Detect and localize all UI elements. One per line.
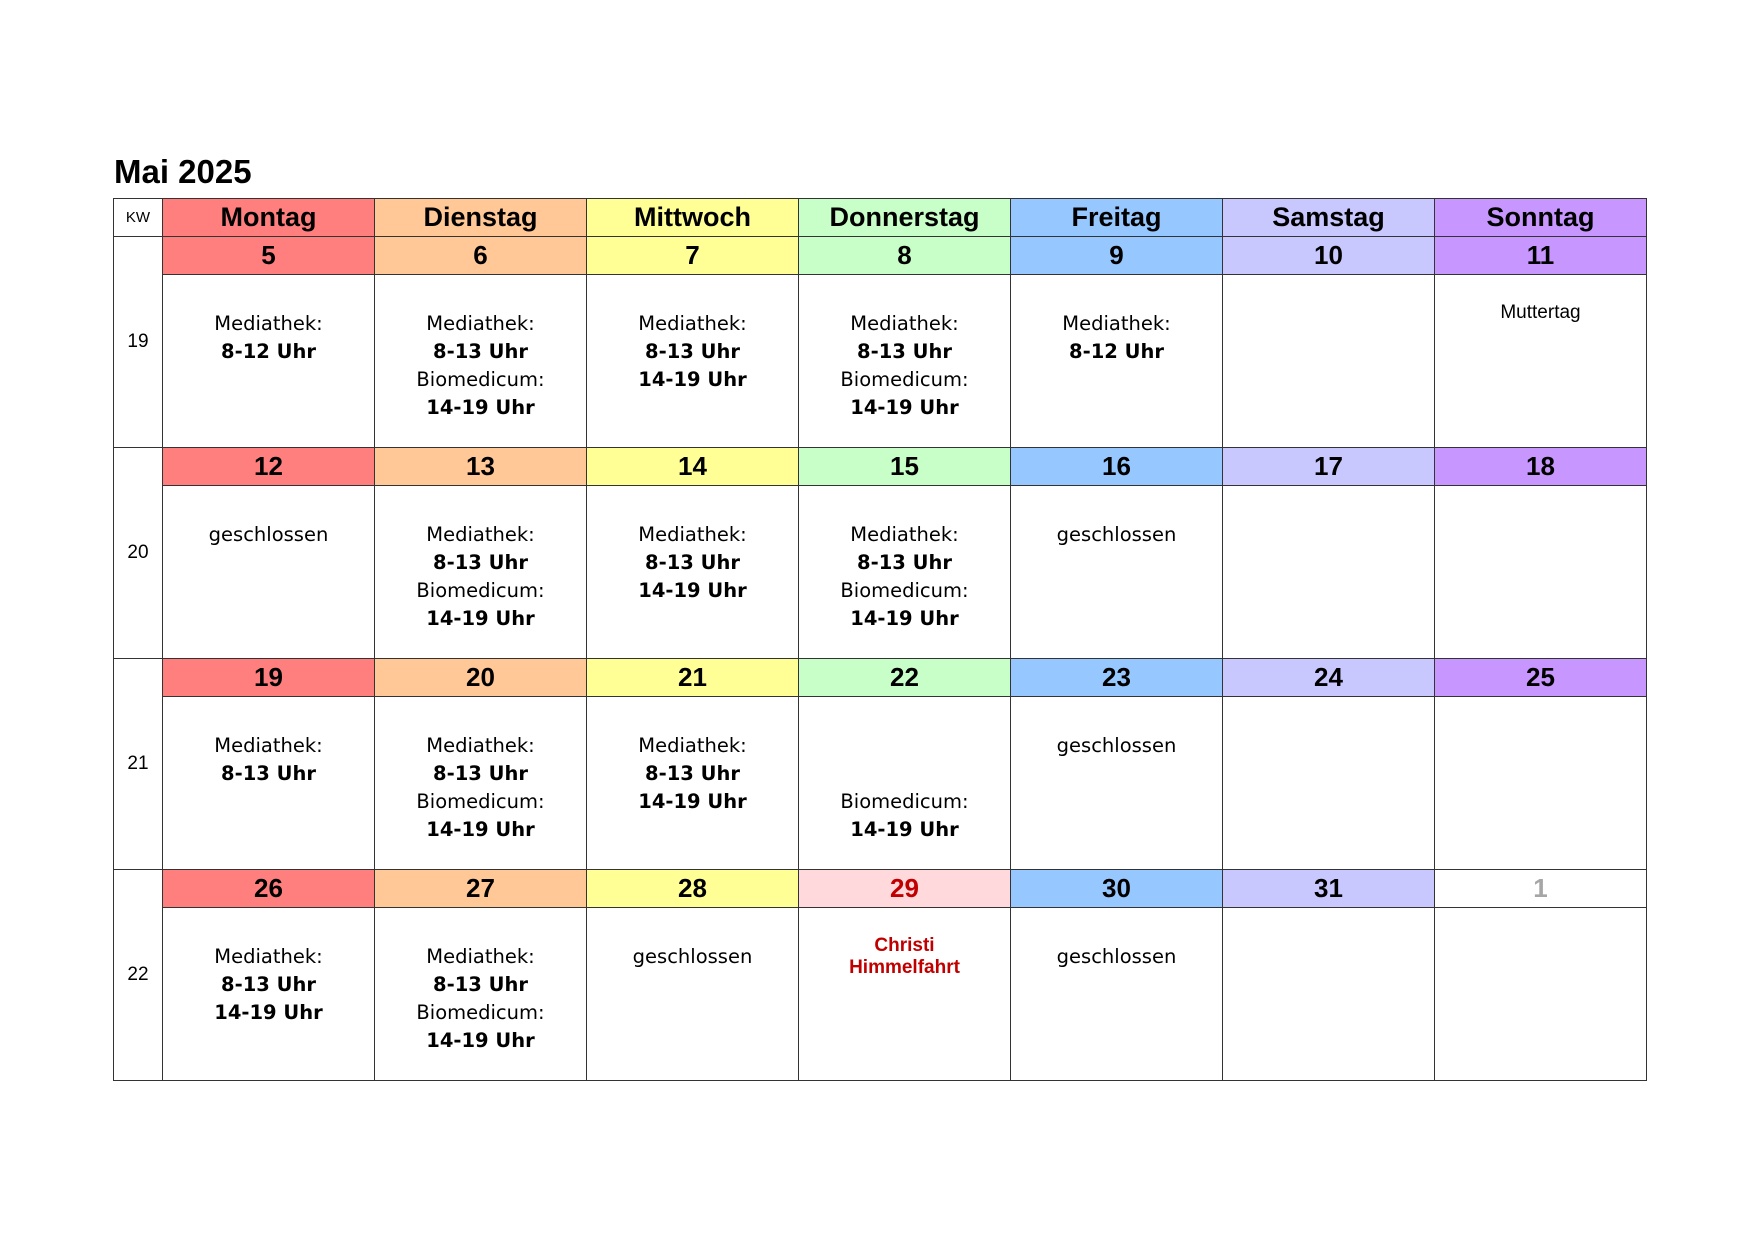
day-cell: [1435, 486, 1647, 659]
opening-hours: [375, 275, 586, 422]
opening-hours: [1223, 486, 1434, 521]
location-label: Mediathek:: [214, 734, 323, 757]
day-number: 27: [375, 870, 587, 908]
opening-time: 8-13 Uhr: [645, 762, 740, 785]
opening-time: 8-13 Uhr: [433, 973, 528, 996]
opening-hours: [1435, 908, 1646, 943]
day-cell: [1223, 486, 1435, 659]
day-cell: [587, 697, 799, 870]
day-number-row: [114, 448, 1647, 486]
day-cell: [1435, 275, 1647, 448]
day-number: 25: [1435, 659, 1647, 697]
day-number: 22: [799, 659, 1011, 697]
opening-time: 8-13 Uhr: [857, 340, 952, 363]
opening-time: 14-19 Uhr: [850, 818, 959, 841]
opening-time: 8-13 Uhr: [433, 762, 528, 785]
location-label: Mediathek:: [638, 734, 747, 757]
day-number: 9: [1011, 237, 1223, 275]
day-cell: [799, 486, 1011, 659]
day-number-holiday: 29: [799, 870, 1011, 908]
opening-hours: [799, 697, 1010, 844]
opening-hours: [587, 697, 798, 816]
location-label: Mediathek:: [850, 523, 959, 546]
opening-hours: [799, 275, 1010, 422]
closed-label: geschlossen: [632, 945, 753, 968]
day-number: 1: [1435, 870, 1647, 908]
location-label: Biomedicum:: [840, 790, 969, 813]
opening-hours: [375, 697, 586, 844]
day-cell: [1011, 908, 1223, 1081]
day-cell: [1223, 697, 1435, 870]
opening-hours: [799, 486, 1010, 633]
day-number: 21: [587, 659, 799, 697]
opening-hours: [1435, 486, 1646, 521]
location-label: Mediathek:: [426, 945, 535, 968]
location-label: Mediathek:: [426, 523, 535, 546]
weekday-header-mittwoch: Mittwoch: [587, 199, 799, 237]
opening-hours: [1011, 697, 1222, 760]
opening-time: 8-13 Uhr: [221, 762, 316, 785]
day-number-row: [114, 237, 1647, 275]
weekday-header-row: [114, 199, 1647, 237]
day-cell: [375, 697, 587, 870]
day-number-row: [114, 870, 1647, 908]
week-number: 22: [114, 870, 163, 1081]
opening-time: 14-19 Uhr: [638, 579, 747, 602]
day-number: 5: [163, 237, 375, 275]
day-number: 7: [587, 237, 799, 275]
opening-hours: [1435, 697, 1646, 732]
location-label: Mediathek:: [1062, 312, 1171, 335]
opening-hours: [163, 275, 374, 366]
location-label: Biomedicum:: [416, 368, 545, 391]
opening-hours: [587, 908, 798, 971]
day-cell: [799, 697, 1011, 870]
opening-time: 8-13 Uhr: [433, 340, 528, 363]
day-cell: [1435, 908, 1647, 1081]
day-number: 10: [1223, 237, 1435, 275]
day-cell: [1011, 697, 1223, 870]
opening-time: 14-19 Uhr: [850, 607, 959, 630]
day-cell: [163, 908, 375, 1081]
day-cell: [1435, 697, 1647, 870]
weekday-header-dienstag: Dienstag: [375, 199, 587, 237]
holiday-label: [799, 908, 1010, 979]
day-cell: [587, 486, 799, 659]
location-label: Mediathek:: [214, 312, 323, 335]
week-number: 19: [114, 237, 163, 448]
day-cell: [1223, 275, 1435, 448]
location-label: Mediathek:: [426, 312, 535, 335]
day-cell: [163, 486, 375, 659]
day-cell: [375, 275, 587, 448]
opening-time: 8-13 Uhr: [857, 551, 952, 574]
opening-hours: [1011, 275, 1222, 366]
location-label: Mediathek:: [214, 945, 323, 968]
closed-label: geschlossen: [1056, 945, 1177, 968]
opening-time: 8-13 Uhr: [433, 551, 528, 574]
day-number: 15: [799, 448, 1011, 486]
opening-hours: [163, 486, 374, 549]
location-label: Biomedicum:: [416, 790, 545, 813]
weekday-header-sonntag: Sonntag: [1435, 199, 1647, 237]
opening-time: 14-19 Uhr: [426, 396, 535, 419]
day-number: 24: [1223, 659, 1435, 697]
day-cell: [163, 275, 375, 448]
day-number: 8: [799, 237, 1011, 275]
day-number: 26: [163, 870, 375, 908]
opening-hours: [587, 275, 798, 394]
opening-hours: [1011, 486, 1222, 549]
location-label: Biomedicum:: [416, 1001, 545, 1024]
opening-time: 8-13 Uhr: [645, 551, 740, 574]
opening-time: 14-19 Uhr: [426, 1029, 535, 1052]
holiday-line: Christi: [874, 935, 935, 956]
location-label: Biomedicum:: [840, 579, 969, 602]
day-cell: [799, 275, 1011, 448]
opening-time: 14-19 Uhr: [426, 607, 535, 630]
day-note: Muttertag: [1500, 302, 1581, 323]
day-number: 31: [1223, 870, 1435, 908]
day-cell: [163, 697, 375, 870]
calendar-grid: [113, 198, 1647, 1081]
opening-hours: [1223, 697, 1434, 732]
day-content-row: [114, 908, 1647, 1081]
day-cell: [1011, 275, 1223, 448]
closed-label: geschlossen: [1056, 523, 1177, 546]
location-label: Biomedicum:: [840, 368, 969, 391]
weekday-header-montag: Montag: [163, 199, 375, 237]
kw-header: KW: [114, 199, 163, 237]
opening-hours: [1223, 908, 1434, 943]
day-content-row: [114, 486, 1647, 659]
opening-hours: [375, 486, 586, 633]
day-number: 18: [1435, 448, 1647, 486]
day-number: 16: [1011, 448, 1223, 486]
week-number: 21: [114, 659, 163, 870]
day-cell: [375, 486, 587, 659]
closed-label: geschlossen: [1056, 734, 1177, 757]
day-cell: [1011, 486, 1223, 659]
day-cell: [587, 275, 799, 448]
day-number: 23: [1011, 659, 1223, 697]
day-number: 12: [163, 448, 375, 486]
day-number: 11: [1435, 237, 1647, 275]
opening-hours: [1223, 275, 1434, 310]
day-number: 19: [163, 659, 375, 697]
opening-time: 8-12 Uhr: [1069, 340, 1164, 363]
opening-time: 14-19 Uhr: [638, 790, 747, 813]
opening-time: 8-13 Uhr: [221, 973, 316, 996]
day-cell: [1223, 908, 1435, 1081]
opening-time: 14-19 Uhr: [426, 818, 535, 841]
opening-hours: [587, 486, 798, 605]
opening-time: 8-13 Uhr: [645, 340, 740, 363]
location-label: Mediathek:: [850, 312, 959, 335]
opening-hours: [1011, 908, 1222, 971]
location-label: Mediathek:: [426, 734, 535, 757]
day-number-row: [114, 659, 1647, 697]
day-content-row: [114, 275, 1647, 448]
holiday-line: Himmelfahrt: [849, 957, 960, 978]
opening-time: 14-19 Uhr: [214, 1001, 323, 1024]
day-cell: [587, 908, 799, 1081]
location-label: Mediathek:: [638, 312, 747, 335]
day-number: 28: [587, 870, 799, 908]
day-number: 13: [375, 448, 587, 486]
weekday-header-freitag: Freitag: [1011, 199, 1223, 237]
closed-label: geschlossen: [208, 523, 329, 546]
opening-time: 14-19 Uhr: [638, 368, 747, 391]
day-number: 20: [375, 659, 587, 697]
day-cell: [375, 908, 587, 1081]
day-content-row: [114, 697, 1647, 870]
opening-time: 14-19 Uhr: [850, 396, 959, 419]
week-number: 20: [114, 448, 163, 659]
location-label: Biomedicum:: [416, 579, 545, 602]
weekday-header-samstag: Samstag: [1223, 199, 1435, 237]
opening-hours: [163, 908, 374, 1027]
opening-hours: [163, 697, 374, 788]
weekday-header-donnerstag: Donnerstag: [799, 199, 1011, 237]
day-number: 17: [1223, 448, 1435, 486]
page-title: Mai 2025: [114, 153, 252, 190]
location-label: Mediathek:: [638, 523, 747, 546]
day-number: 14: [587, 448, 799, 486]
day-number: 30: [1011, 870, 1223, 908]
day-cell: [799, 908, 1011, 1081]
opening-time: 8-12 Uhr: [221, 340, 316, 363]
opening-hours: [375, 908, 586, 1055]
day-number: 6: [375, 237, 587, 275]
